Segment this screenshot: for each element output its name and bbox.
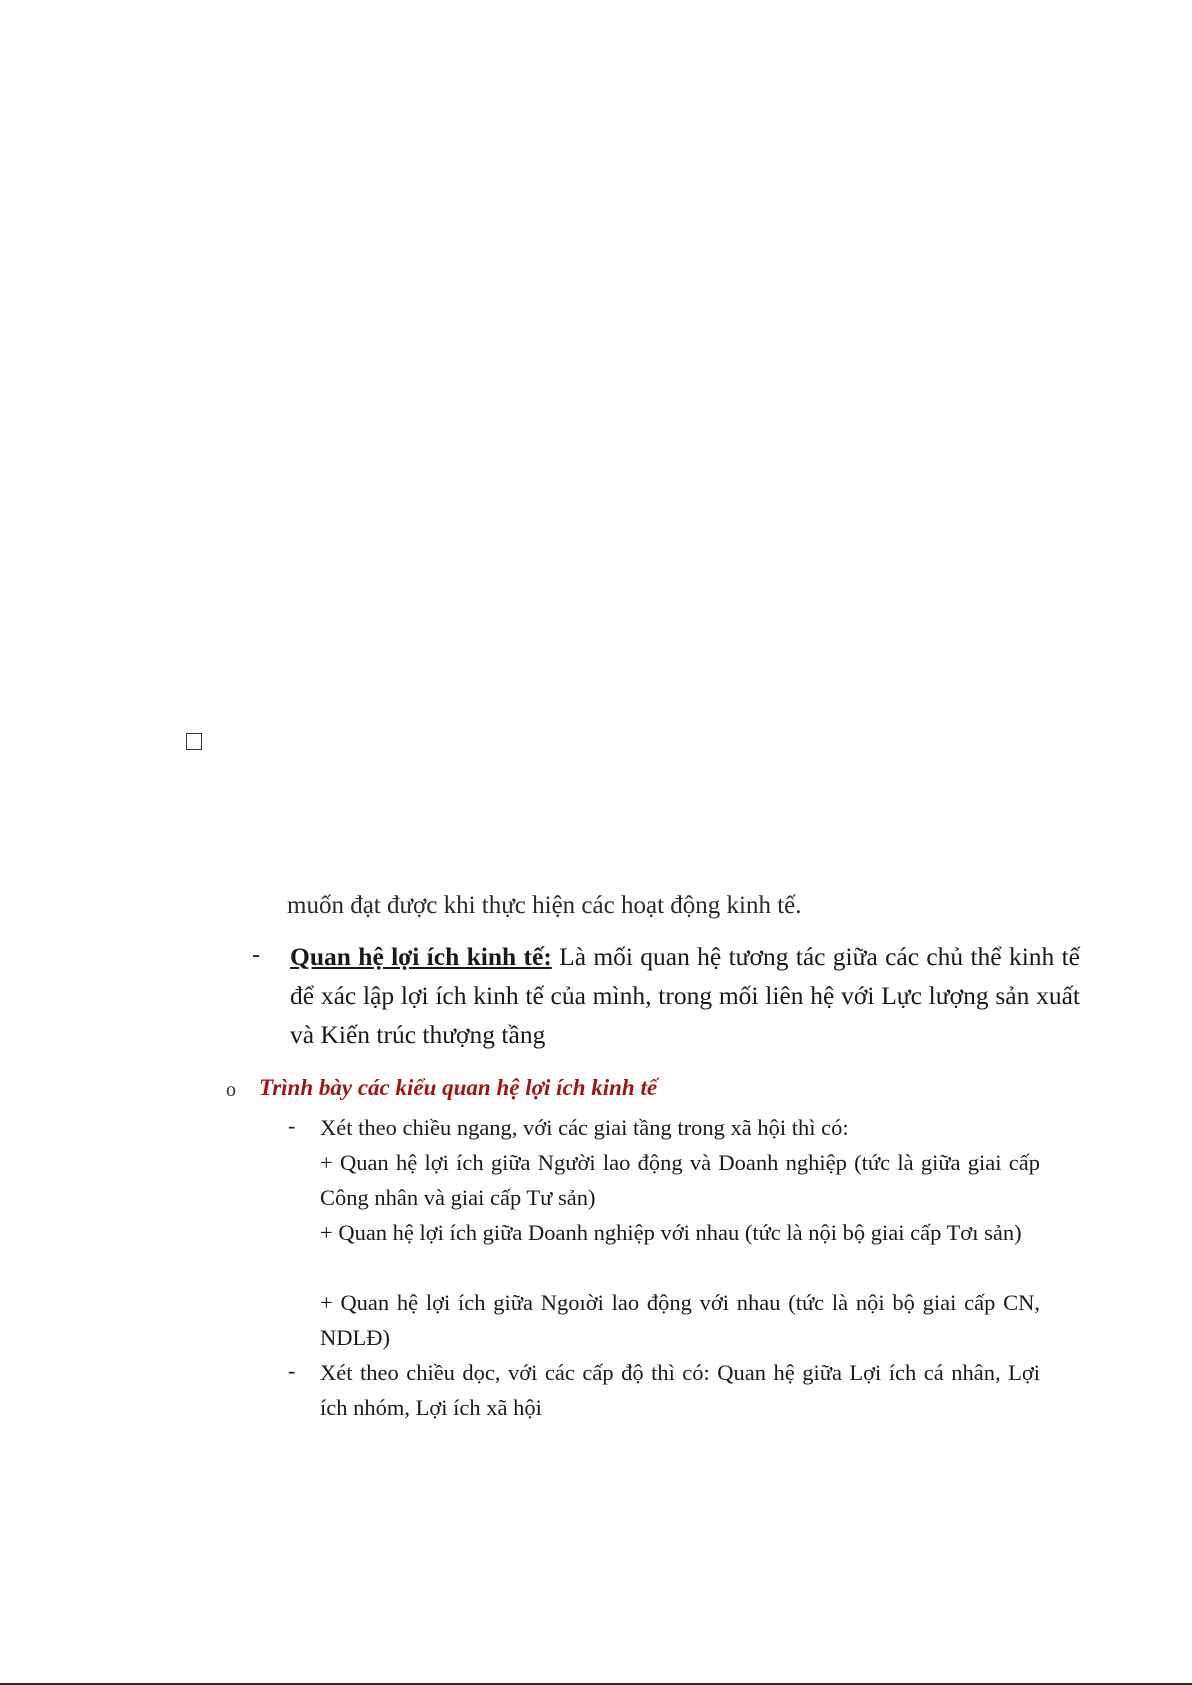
- sub-item: + Quan hệ lợi ích giữa Người lao động và Doanh nghiệp (tức là giữa giai cấp Công nhân và giai cấp Tư sản): [320, 1150, 1040, 1210]
- list-item: Xét theo chiều ngang, với các giai tầng trong xã hội thì có:: [320, 1115, 849, 1140]
- definition-paragraph: [290, 937, 1080, 1054]
- dash-bullet: -: [288, 1113, 296, 1138]
- circle-bullet-icon: o: [226, 1079, 236, 1101]
- sub-item: + Quan hệ lợi ích giữa Doanh nghiệp với nhau (tức là nội bộ giai cấp Tơı sản): [320, 1220, 1022, 1245]
- section-heading: Trình bày các kiểu quan hệ lợi ích kinh tế: [259, 1075, 658, 1100]
- definition-term: Quan hệ lợi ích kinh tế:: [290, 942, 552, 971]
- list-item: Xét theo chiều dọc, với các cấp độ thì có: Quan hệ giữa Lợi ích cá nhân, Lợi ích nhóm, Lợi ích xã hội: [320, 1360, 1040, 1420]
- dash-bullet: -: [288, 1358, 296, 1383]
- dash-bullet: -: [252, 942, 260, 968]
- definition-text: Là mối quan hệ tương tác giữa các chủ thể kinh tế để xác lập lợi ích kinh tế của mình, trong mối liên hệ với Lực lượng sản xuất và Kiến trúc thượng tầng: [290, 942, 1080, 1049]
- sub-item: + Quan hệ lợi ích giữa Ngoıời lao động với nhau (tức là nội bộ giai cấp CN, NDLĐ): [320, 1290, 1040, 1350]
- checkbox[interactable]: [186, 733, 202, 750]
- clipped-text-line: muốn đạt được khi thực hiện các hoạt động kinh tế.: [287, 892, 802, 919]
